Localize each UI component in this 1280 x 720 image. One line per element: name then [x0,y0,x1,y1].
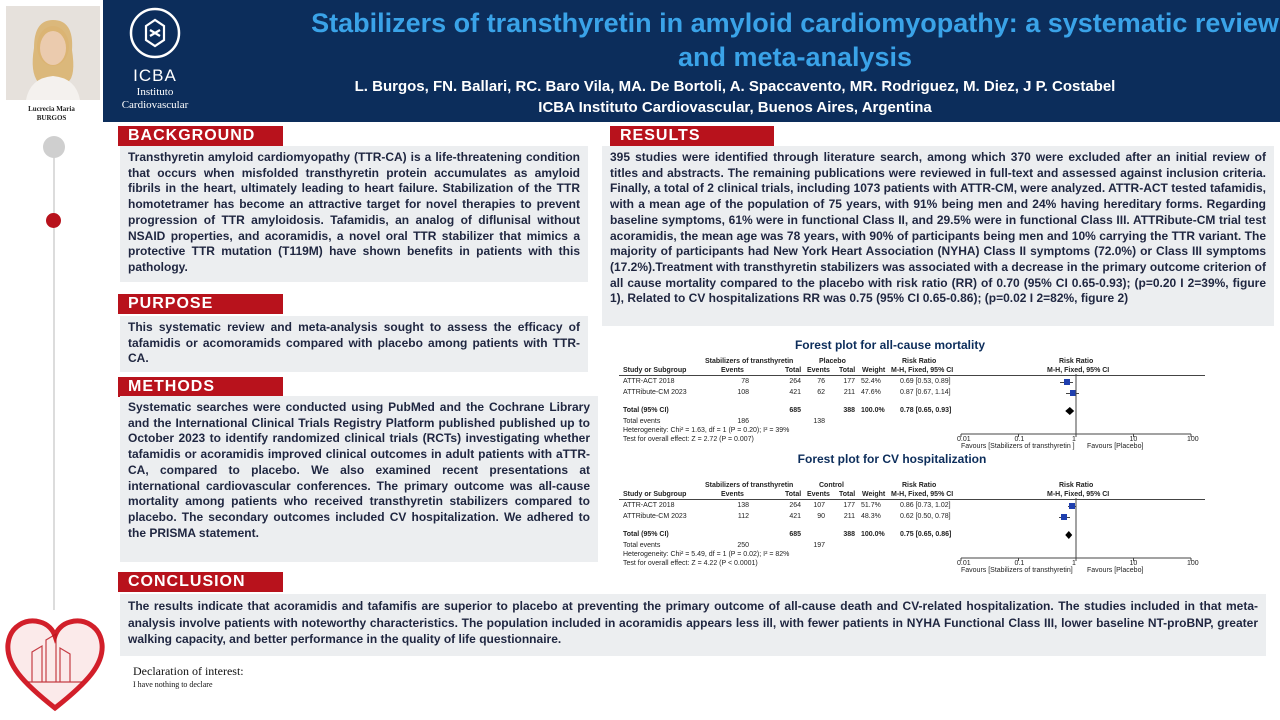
col-method: M-H, Fixed, 95% CI [891,491,954,498]
total-n1: 685 [789,407,801,414]
x-axis-tick-label: 1 [1072,436,1076,443]
icba-logo [112,4,198,116]
favours-right: Favours [Placebo] [1087,443,1144,450]
icba-logo-icon [128,6,182,60]
overall-effect: Test for overall effect: Z = 2.72 (P = 0.007) [623,436,754,443]
timeline-line [53,140,55,610]
presenter-name [0,105,103,123]
col-total-1: Total [785,491,802,498]
col-weight: Weight [862,491,886,498]
study-ci: 0.69 [0.53, 0.89] [900,378,951,385]
study-total-1: 421 [789,389,801,396]
overall-effect: Test for overall effect: Z = 4.22 (P < 0.0001) [623,560,758,567]
total-events-1: 250 [737,542,749,549]
study-ci: 0.87 [0.67, 1.14] [900,389,951,396]
favours-right: Favours [Placebo] [1087,567,1144,574]
total-n2: 388 [843,407,855,414]
col-weight: Weight [862,367,886,374]
study-weight: 47.6% [861,389,881,396]
study-total-1: 421 [789,513,801,520]
heart-icon [2,612,108,714]
x-axis-tick-label: 0.01 [957,436,971,443]
logo-subtitle-1: Instituto [136,86,174,98]
total-ci: 0.78 [0.65, 0.93] [900,407,952,414]
favours-left: Favours [Stabilizers of transthyretin ] [961,443,1075,450]
x-axis-tick-label: 0.1 [1014,436,1025,443]
total-weight: 100.0% [861,531,885,538]
x-axis-tick-label: 0.1 [1014,560,1025,567]
heterogeneity: Heterogeneity: Chi² = 1.63, df = 1 (P = 0.20); I² = 39% [623,427,790,434]
author-list: L. Burgos, FN. Ballari, RC. Baro Vila, MA. De Bortoli, A. Spaccavento, MR. Rodriguez, M. Diez, J P. Costabel [354,78,1116,95]
results-text: 395 studies were identified through literature search, among which 370 were excluded after an initial review of titles and abstracts. The remaining publications were reviewed in full-text and assessed against inclusion criteria. Finally, a total of 2 clinical trials, including 1073 patients with ATTR-CM, were analyzed. ATTR-ACT tested tafamidis, with a mean age of the population of 75 years, with 91% being men and 24% having hereditary forms. Regarding baseline symptoms, 61% were in functional Class II, and 29.5% were in functional Class III. ATTRibute-CM trial test acoramidis, the mean age was 78 years, with 90% of participants being men and 10% carrying the TTR variant. The majority of participants had New York Heart Association (NYHA) Class II symptoms (72.0%) or Class III symptoms (17.2%).Treatment with transthyretin stabilizers was associated with a decrease in the primary outcome criterion of all cause mortality compared to the placebo with risk ratio (RR) of 0.70 (95% CI 0.65-0.93); (p=0.20 I 2=39%, figure 1), Related to CV hospitalizations RR was 0.75 (95% CI 0.65-0.86); (p=0.02 I 2=82%, figure 2) [602,146,1274,326]
risk-ratio-header-plot: Risk Ratio [1059,358,1094,365]
presenter-name-line-1: Lucrecia Maria [28,105,75,113]
study-total-1: 264 [789,502,801,509]
x-axis-tick-label: 0.01 [957,560,971,567]
results-heading: RESULTS [610,126,774,146]
declaration-text: I have nothing to declare [133,680,213,689]
total-events-2: 138 [813,418,825,425]
background-text: Transthyretin amyloid cardiomyopathy (TTR-CA) is a life-threatening condition that occurs when misfolded transthyretin protein accumulates as amyloid fibrils in the heart, ultimately leading to heart failure. Stabilization of the TTR homotetramer has become an attractive target for novel therapies to prevent progression of TTR amyloidosis. Tafamidis, an analog of diflunisal without NSAID properties, and acoramidis, a novel oral TTR stabilizer that mimics a protective TTR mutation (T119M) have shown benefits in patients with this pathology. [120,146,588,282]
study-total-2: 211 [843,389,855,396]
total-n1: 685 [789,531,801,538]
study-events-2: 107 [813,502,825,509]
risk-ratio-header: Risk Ratio [902,482,937,489]
study-ci: 0.86 [0.73, 1.02] [900,502,951,509]
presenter-photo [6,6,100,100]
favours-left: Favours [Stabilizers of transthyretin] [961,567,1073,574]
study-ci: 0.62 [0.50, 0.78] [900,513,951,520]
total-events-label: Total events [623,418,661,425]
x-axis-tick-label: 100 [1187,560,1199,567]
declaration-label: Declaration of interest: [133,664,244,678]
logo-subtitle-2: Cardiovascular [121,99,189,111]
col-events-1: Events [721,367,744,374]
methods-heading: METHODS [118,377,283,397]
study-weight: 51.7% [861,502,881,509]
col-method: M-H, Fixed, 95% CI [891,367,954,374]
total-events-1: 186 [737,418,749,425]
study-events-1: 112 [737,513,749,520]
col-events-2: Events [807,491,830,498]
pooled-diamond [1065,531,1072,539]
purpose-heading: PURPOSE [118,294,283,314]
study-events-1: 108 [737,389,749,396]
col-total-1: Total [785,367,802,374]
total-ci: 0.75 [0.65, 0.86] [900,531,952,538]
conclusion-text: The results indicate that acoramidis and tafamifis are superior to placebo at preventing the primary outcome of all-cause death and CV-related hospitalization. The studies included in that meta-analysis involve patients with noteworthy characteristics. The population included in acoramidis appears less ill, with fewer patients in NYHA Functional Class III, lower baseline NT-proBNP, greater walking capacity, and better performance in the quality of life questionnaire. [120,594,1266,656]
study-events-2: 76 [817,378,825,385]
col-events-1: Events [721,491,744,498]
x-axis-tick-label: 10 [1129,560,1138,567]
total-weight: 100.0% [861,407,885,414]
study-name: ATTRibute-CM 2023 [623,389,687,396]
background-heading: BACKGROUND [118,126,283,146]
x-axis-tick-label: 1 [1072,560,1076,567]
poster-authors [300,76,1170,118]
study-events-2: 90 [817,513,825,520]
study-events-2: 62 [817,389,825,396]
x-axis-tick-label: 10 [1129,436,1138,443]
affiliation: ICBA Instituto Cardiovascular, Buenos Aires, Argentina [538,99,932,116]
group1-header: Stabilizers of transthyretin [705,482,794,489]
risk-ratio-header-plot: Risk Ratio [1059,482,1094,489]
study-weight: 52.4% [861,378,881,385]
col-study: Study or Subgroup [623,367,687,374]
col-method-plot: M-H, Fixed, 95% CI [1047,367,1110,374]
forest-plot-2-title: Forest plot for CV hospitalization [797,452,987,466]
heterogeneity: Heterogeneity: Chi² = 5.49, df = 1 (P = 0.02); I² = 82% [623,551,790,558]
study-name: ATTR-ACT 2018 [623,502,675,509]
study-total-2: 177 [843,502,855,509]
total-events-label: Total events [623,542,661,549]
study-total-2: 211 [843,513,855,520]
col-events-2: Events [807,367,830,374]
presenter-portrait-icon [6,6,100,100]
col-total-2: Total [839,491,856,498]
total-events-2: 197 [813,542,825,549]
x-axis-tick-label: 100 [1187,436,1199,443]
study-name: ATTR-ACT 2018 [623,378,675,385]
pooled-diamond [1065,407,1074,415]
study-weight: 48.3% [861,513,881,520]
total-label: Total (95% CI) [623,407,669,414]
poster-title: Stabilizers of transthyretin in amyloid cardiomyopathy: a systematic review and meta-analysis [311,8,1279,72]
total-n2: 388 [843,531,855,538]
total-label: Total (95% CI) [623,531,669,538]
forest-plot-1-title: Forest plot for all-cause mortality [794,338,986,352]
study-total-2: 177 [843,378,855,385]
forest-plot-cv-hospitalization [617,478,1215,574]
group2-header: Placebo [819,358,846,365]
col-total-2: Total [839,367,856,374]
logo-name: ICBA [133,66,177,85]
forest-plot-all-cause-mortality [617,354,1207,454]
timeline-dot-red [46,213,61,228]
presenter-name-line-2: BURGOS [36,114,67,122]
conclusion-heading: CONCLUSION [118,572,283,592]
timeline-dot-grey [43,136,65,158]
study-events-1: 138 [737,502,749,509]
study-name: ATTRibute-CM 2023 [623,513,687,520]
group2-header: Control [819,482,844,489]
risk-ratio-header: Risk Ratio [902,358,937,365]
methods-text: Systematic searches were conducted using PubMed and the Cochrane Library and the International Clinical Trials Registry Platform published published up to October 2023 to identify randomized clinical trials (RCTs) investigating whether tafamidis or acoramidis improved clinical outcomes in adult patients with aTTR-CA, compared to placebo. We also examined recent presentations at international cardiovascular conferences. The primary outcome was all-cause mortality among patients who received transthyretin stabilizers compared to placebo. The secondary outcomes included CV hospitalization. We adhered to the PRISMA statement. [120,396,598,562]
study-total-1: 264 [789,378,801,385]
group1-header: Stabilizers of transthyretin [705,358,794,365]
study-events-1: 78 [741,378,749,385]
col-study: Study or Subgroup [623,491,687,498]
purpose-text: This systematic review and meta-analysis sought to assess the efficacy of tafamidis or acomoramids compared with placebo among patients with TTR-CA. [120,316,588,372]
col-method-plot: M-H, Fixed, 95% CI [1047,491,1110,498]
